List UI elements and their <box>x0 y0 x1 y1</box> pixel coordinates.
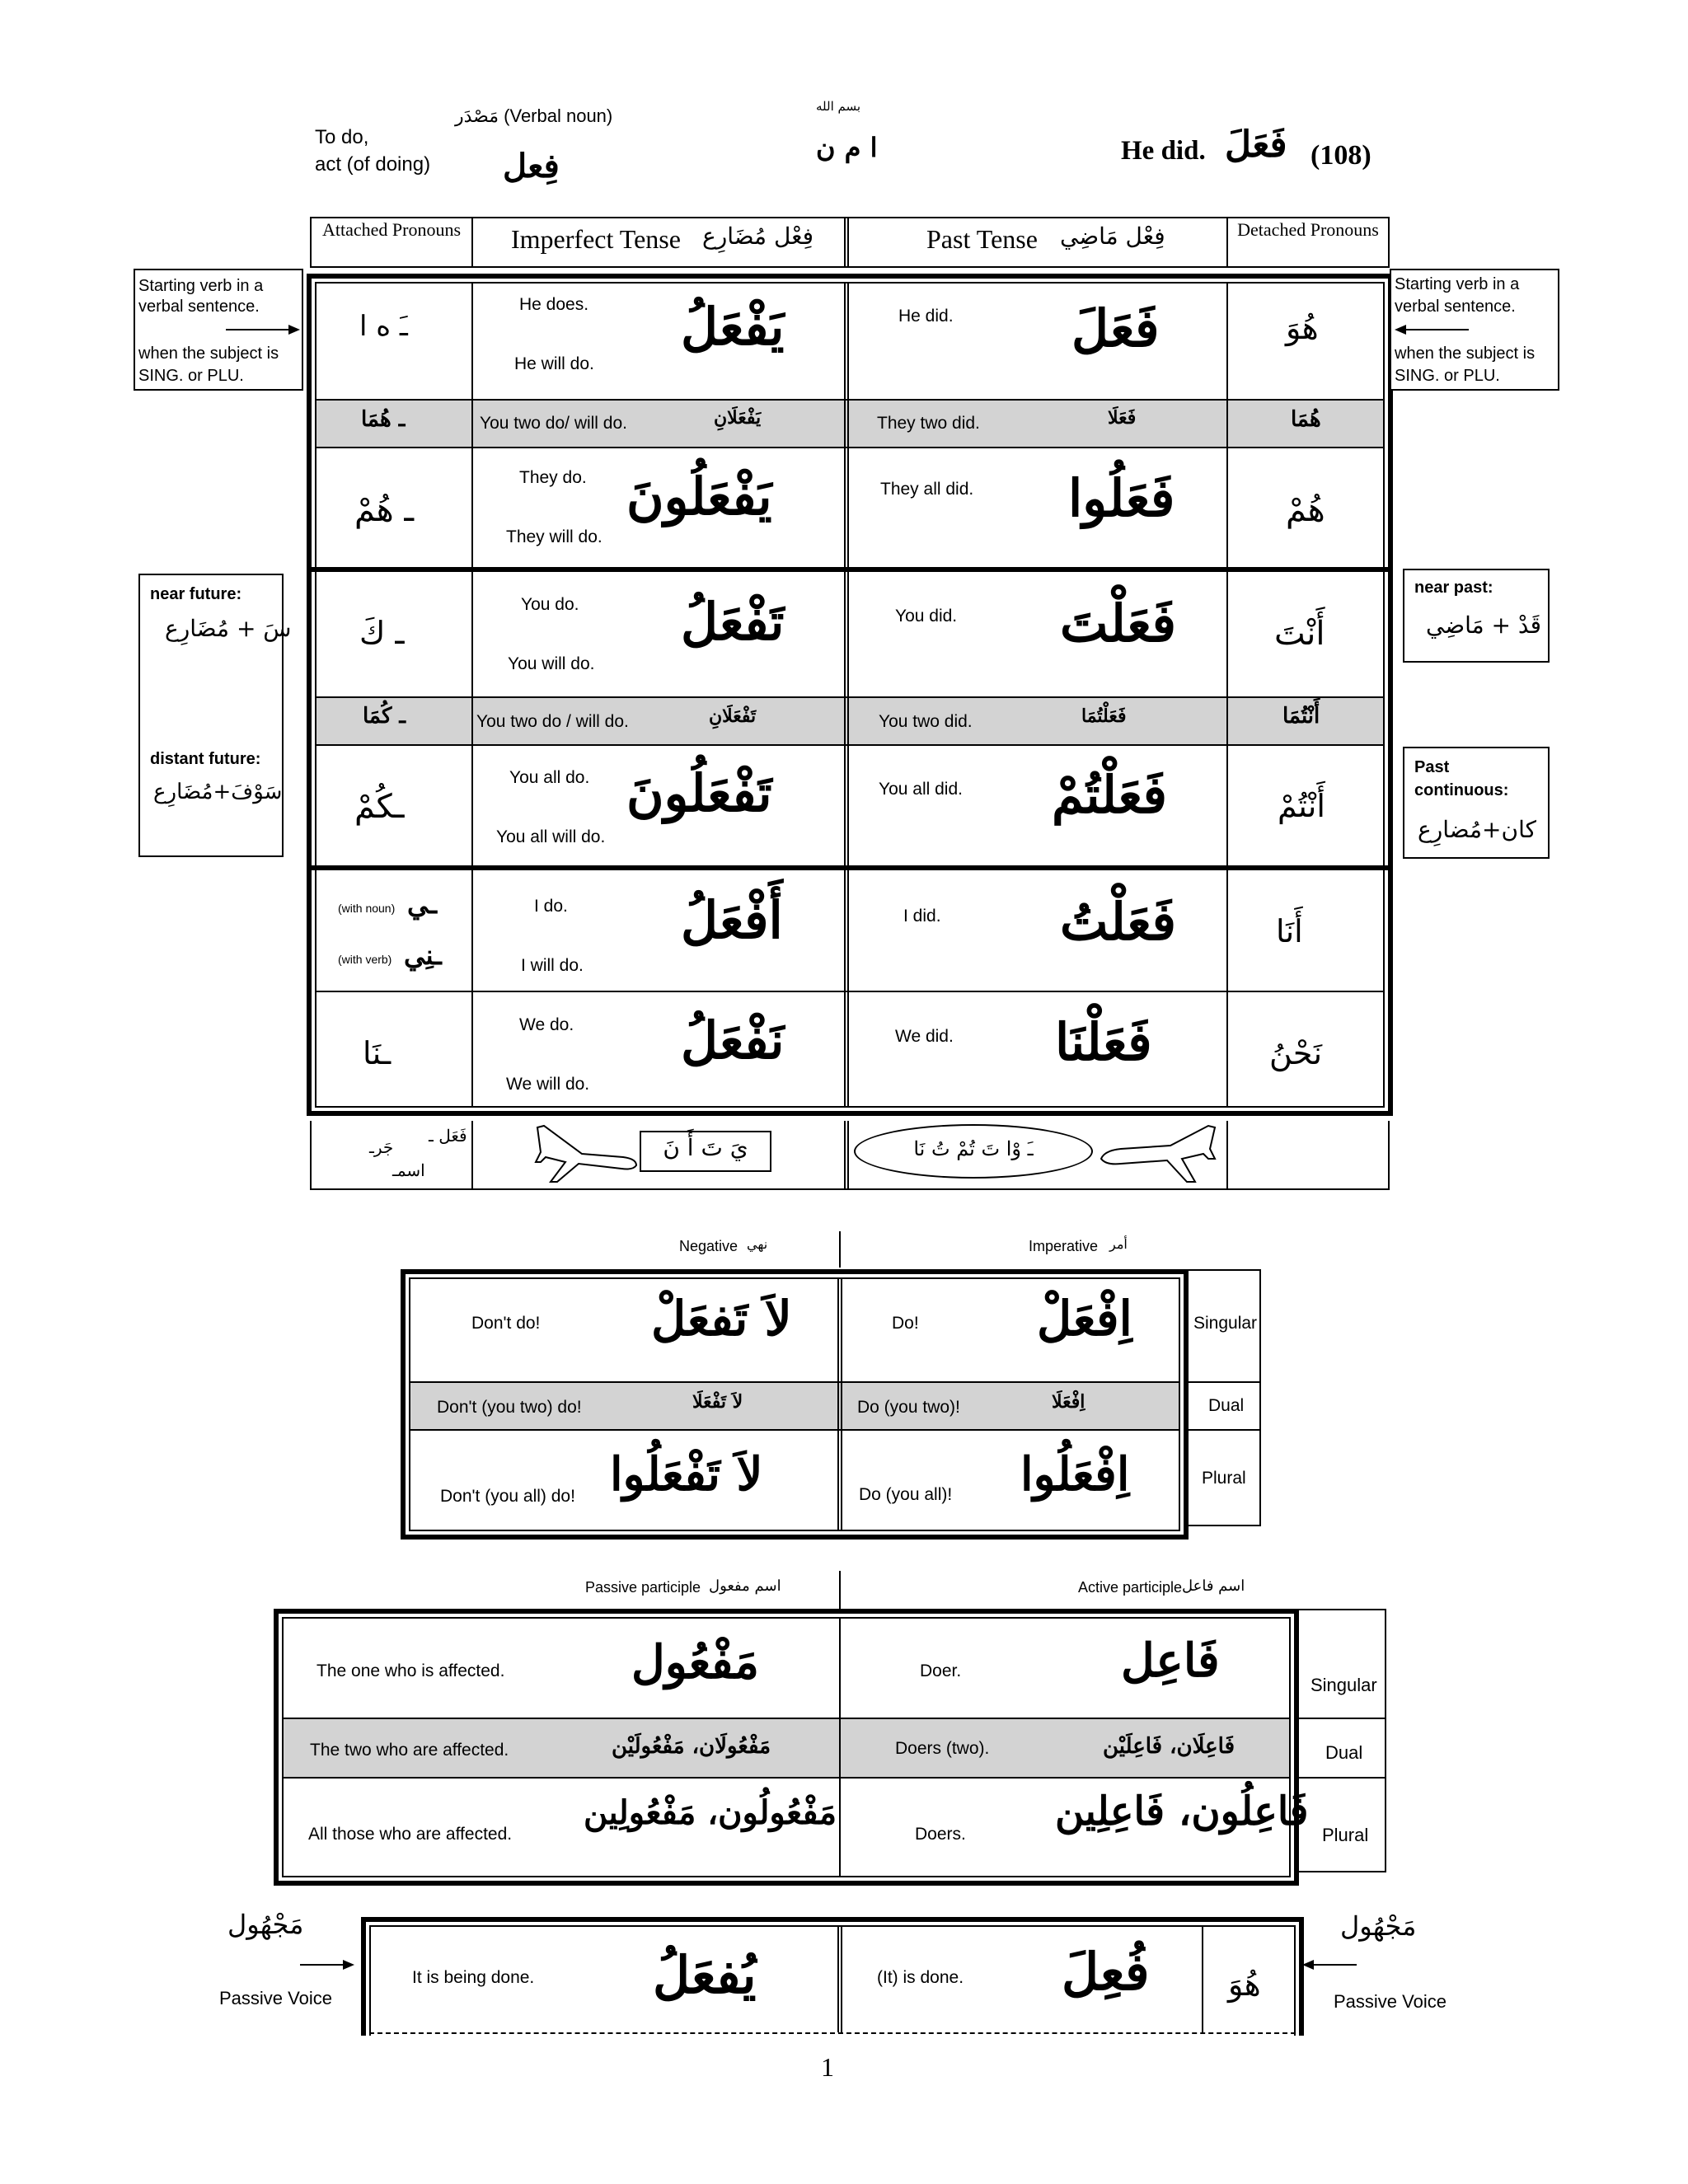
to-do-line2: act (of doing) <box>315 153 431 176</box>
distant-future-ar: سَوْفَ+مُضَارِع <box>153 780 283 804</box>
detached-antuma: أَنْتُمَا <box>1282 704 1320 729</box>
detached-huwa: هُوَ <box>1286 310 1319 346</box>
neg-ar-plural: لاَ تَفْعَلُوا <box>610 1447 763 1502</box>
near-past-ar: قَدْ + مَاضِي <box>1426 612 1541 639</box>
row-dual-3rd-bg <box>316 399 1383 447</box>
past-ar-nahnu: فَعَلْنَا <box>1055 1012 1152 1072</box>
pas-ar-plural: مَفْعُولُون، مَفْعُولِين <box>584 1793 837 1832</box>
arrow-left-icon <box>1393 321 1472 338</box>
neg-ar-sing: لاَ تَفعَلْ <box>651 1291 792 1347</box>
imp-en-anta-1: You do. <box>521 595 579 614</box>
passive-voice-right-en: Passive Voice <box>1334 1991 1447 2012</box>
act-ar-dual: فَاعِلَان، فَاعِلَيْن <box>1103 1734 1236 1759</box>
neg-en-plural: Don't (you all) do! <box>440 1487 575 1506</box>
passive-imp-en: It is being done. <box>412 1968 535 1987</box>
right-note-text-2: verbal sentence. <box>1395 298 1516 316</box>
imp-en-anta-2: You will do. <box>508 654 595 673</box>
passive-pronoun: هُوَ <box>1228 1966 1261 2003</box>
imp-ar-ana: أَفْعَلُ <box>681 890 783 950</box>
imperative-header: Imperative <box>1029 1238 1099 1254</box>
imp-ar-plural: اِفْعَلُوا <box>1020 1447 1130 1502</box>
attached-anta: ـ كَ <box>359 615 405 651</box>
to-do-line1: To do, <box>315 126 369 148</box>
past-en-antum: You all did. <box>879 780 963 799</box>
past-ar-huma: فَعَلَا <box>1108 407 1137 429</box>
imp-en-sing: Do! <box>892 1314 919 1333</box>
detached-anta: أَنْتَ <box>1274 615 1325 653</box>
past-en-antuma: You two did. <box>879 712 973 731</box>
past-en-nahnu: We did. <box>895 1027 954 1046</box>
passive-arrow-right-icon <box>298 1957 356 1973</box>
right-note-text-4: SING. or PLU. <box>1395 367 1500 385</box>
imp-ar-anta: تَفْعَلُ <box>681 592 785 652</box>
past-en-huwa: He did. <box>898 307 954 326</box>
act-en-sing: Doer. <box>920 1661 962 1680</box>
past-continuous-ar: كان+مُضارِع <box>1418 816 1536 843</box>
near-future-ar: سَ + مُضَارِع <box>165 615 292 642</box>
left-note-text-3: when the subject is <box>138 344 279 363</box>
pas-ar-sing: مَفْعُول <box>631 1635 759 1690</box>
past-continuous-label-2: continuous: <box>1414 781 1509 799</box>
act-ar-sing: فَاعِل <box>1121 1633 1220 1688</box>
imp-en-plural: Do (you all)! <box>859 1485 953 1504</box>
masdar-label: مَصْدَر (Verbal noun) <box>455 105 613 126</box>
airplane-icon-right <box>1096 1121 1220 1187</box>
past-en-hum: They all did. <box>880 480 974 499</box>
header-detached-pronouns: Detached Pronouns <box>1237 219 1379 240</box>
past-ar-antum: فَعَلْتُمْ <box>1052 765 1168 825</box>
header-imperfect-ar: فِعْل مُضَارِع <box>702 223 814 250</box>
imp-ar-huwa: يَفْعَلُ <box>681 297 785 357</box>
header-past-en: Past Tense <box>926 224 1038 254</box>
imperative-header-ar: أمر <box>1109 1236 1128 1252</box>
detached-hum: هُمْ <box>1286 491 1325 529</box>
imp-en-antuma: You two do / will do. <box>476 712 629 731</box>
attached-ana-note1: (with noun) <box>338 902 396 915</box>
past-en-huma: They two did. <box>877 414 980 433</box>
attached-ana-note2: (with verb) <box>338 953 392 966</box>
left-note-text-1: Starting verb in a <box>138 277 264 295</box>
arrow-right-icon <box>223 321 302 338</box>
footer-ism: اسمـ <box>392 1160 425 1180</box>
bismillah: بسم الله <box>816 99 861 114</box>
imp-en-dual: Do (you two)! <box>857 1398 960 1417</box>
neg-ar-dual: لاَ تَفْعَلَا <box>692 1391 743 1413</box>
attached-ana-2: ـنِي <box>404 940 442 971</box>
passive-voice-right-ar: مَجْهُول <box>1340 1910 1417 1942</box>
passive-past-ar: فُعِلَ <box>1062 1942 1150 2002</box>
passive-participle-header: Passive participle <box>585 1579 701 1596</box>
detached-antum: أَنْتُمْ <box>1278 788 1325 824</box>
pas-en-plural: All those who are affected. <box>308 1825 513 1844</box>
attached-na: ـنَا <box>363 1035 392 1071</box>
passive-voice-left-ar: مَجْهُول <box>227 1909 304 1940</box>
detached-ana: أَنَا <box>1276 913 1303 949</box>
participle-label-plural: Plural <box>1322 1825 1369 1845</box>
right-note-text-1: Starting verb in a <box>1395 275 1520 293</box>
root-letters: ا م ن <box>816 132 878 163</box>
attached-kum: ـكُمْ <box>354 788 405 826</box>
imp-prefix-letters: يَ تَ أَ نَ <box>663 1134 748 1161</box>
past-ar-hum: فَعَلُوا <box>1068 468 1175 528</box>
act-en-dual: Doers (two). <box>895 1739 990 1758</box>
he-did-ar: فَعَلَ <box>1225 124 1287 166</box>
past-ar-ana: فَعَلْتُ <box>1060 892 1176 952</box>
negative-header: Negative <box>679 1238 738 1254</box>
imp-en-nahnu-1: We do. <box>519 1015 574 1034</box>
past-suffix-letters: ـَ وْا تَ تُمْ تُ نَا <box>913 1137 1034 1160</box>
near-future-label: near future: <box>150 585 242 603</box>
passive-participle-header-ar: اسم مفعول <box>709 1577 781 1595</box>
imp-ar-antum: تَفْعَلُونَ <box>626 763 772 823</box>
passive-voice-left-en: Passive Voice <box>219 1988 332 2008</box>
act-en-plural: Doers. <box>915 1825 966 1844</box>
imp-ar-sing: اِفْعَلْ <box>1037 1291 1132 1347</box>
past-en-anta: You did. <box>895 607 958 626</box>
attached-ana-1: ـي <box>407 888 438 920</box>
pas-en-sing: The one who is affected. <box>316 1661 505 1680</box>
imp-en-nahnu-2: We will do. <box>506 1075 590 1094</box>
detached-nahnu: نَحْنُ <box>1269 1035 1323 1071</box>
pas-en-dual: The two who are affected. <box>310 1741 509 1760</box>
attached-huwa: ـَ ه ا <box>359 310 408 343</box>
command-label-dual: Dual <box>1208 1396 1245 1415</box>
passive-past-en: (It) is done. <box>877 1968 964 1987</box>
airplane-icon-left <box>532 1121 640 1187</box>
passive-imp-ar: يُفعَلُ <box>653 1945 757 2005</box>
active-participle-header-ar: اسم فاعل <box>1182 1577 1245 1595</box>
imp-ar-nahnu: نَفْعَلُ <box>681 1010 785 1071</box>
active-participle-header: Active participle <box>1078 1579 1183 1596</box>
passive-arrow-left-icon <box>1301 1957 1358 1973</box>
negative-header-ar: نهي <box>747 1236 768 1252</box>
footer-jarr: جَرـ <box>369 1137 394 1157</box>
participle-label-singular: Singular <box>1311 1675 1377 1695</box>
pas-ar-dual: مَفْعُولَان، مَفْعُولَيْن <box>612 1734 771 1759</box>
imp-en-antum-2: You all will do. <box>496 827 606 846</box>
verb-number: (108) <box>1311 140 1372 171</box>
neg-en-sing: Don't do! <box>471 1314 541 1333</box>
left-note-text-4: SING. or PLU. <box>138 367 244 385</box>
command-label-plural: Plural <box>1202 1469 1246 1488</box>
act-ar-plural: فَاعِلُون، فَاعِلِين <box>1055 1788 1309 1835</box>
imp-ar-antuma: تَفْعَلَانِ <box>709 705 757 727</box>
past-en-ana: I did. <box>903 907 941 926</box>
past-continuous-label-1: Past <box>1414 758 1450 776</box>
page-number: 1 <box>821 2052 834 2082</box>
imp-ar-hum: يَفْعَلُونَ <box>626 466 772 527</box>
imp-en-hum-1: They do. <box>519 468 587 487</box>
past-ar-antuma: فَعَلْتُمَا <box>1081 705 1127 727</box>
attached-hum: ـ هُمْ <box>354 491 415 529</box>
right-note-text-3: when the subject is <box>1395 344 1536 363</box>
attached-kuma: ـ كُمَا <box>363 704 406 729</box>
imp-en-huwa-2: He will do. <box>514 354 594 373</box>
he-did-en: He did. <box>1121 136 1206 166</box>
past-ar-huwa: فَعَلَ <box>1071 298 1160 359</box>
imp-en-huma: You two do/ will do. <box>480 414 628 433</box>
masdar-word: فِعل <box>503 147 560 185</box>
near-past-label: near past: <box>1414 579 1493 597</box>
imp-ar-huma: يَفْعَلَانِ <box>714 407 762 429</box>
imp-ar-dual: اِفْعَلَا <box>1052 1391 1085 1413</box>
attached-huma: ـ هُمَا <box>361 407 406 432</box>
header-imperfect-en: Imperfect Tense <box>511 224 681 254</box>
imp-en-ana-2: I will do. <box>521 956 584 975</box>
neg-en-dual: Don't (you two) do! <box>437 1398 582 1417</box>
header-attached-pronouns: Attached Pronouns <box>321 219 462 240</box>
distant-future-label: distant future: <box>150 750 261 768</box>
imp-en-huwa-1: He does. <box>519 295 589 314</box>
imp-en-antum-1: You all do. <box>509 768 590 787</box>
detached-huma: هُمَا <box>1291 407 1321 432</box>
past-ar-anta: فَعَلْتَ <box>1060 593 1176 654</box>
imp-en-hum-2: They will do. <box>506 527 603 546</box>
footer-fal: فَعَل ـ <box>429 1126 467 1146</box>
participle-label-dual: Dual <box>1325 1742 1363 1763</box>
imp-en-ana-1: I do. <box>534 897 568 916</box>
command-label-singular: Singular <box>1193 1314 1258 1333</box>
header-past-ar: فِعْل مَاضِي <box>1060 223 1165 250</box>
left-note-text-2: verbal sentence. <box>138 298 260 316</box>
